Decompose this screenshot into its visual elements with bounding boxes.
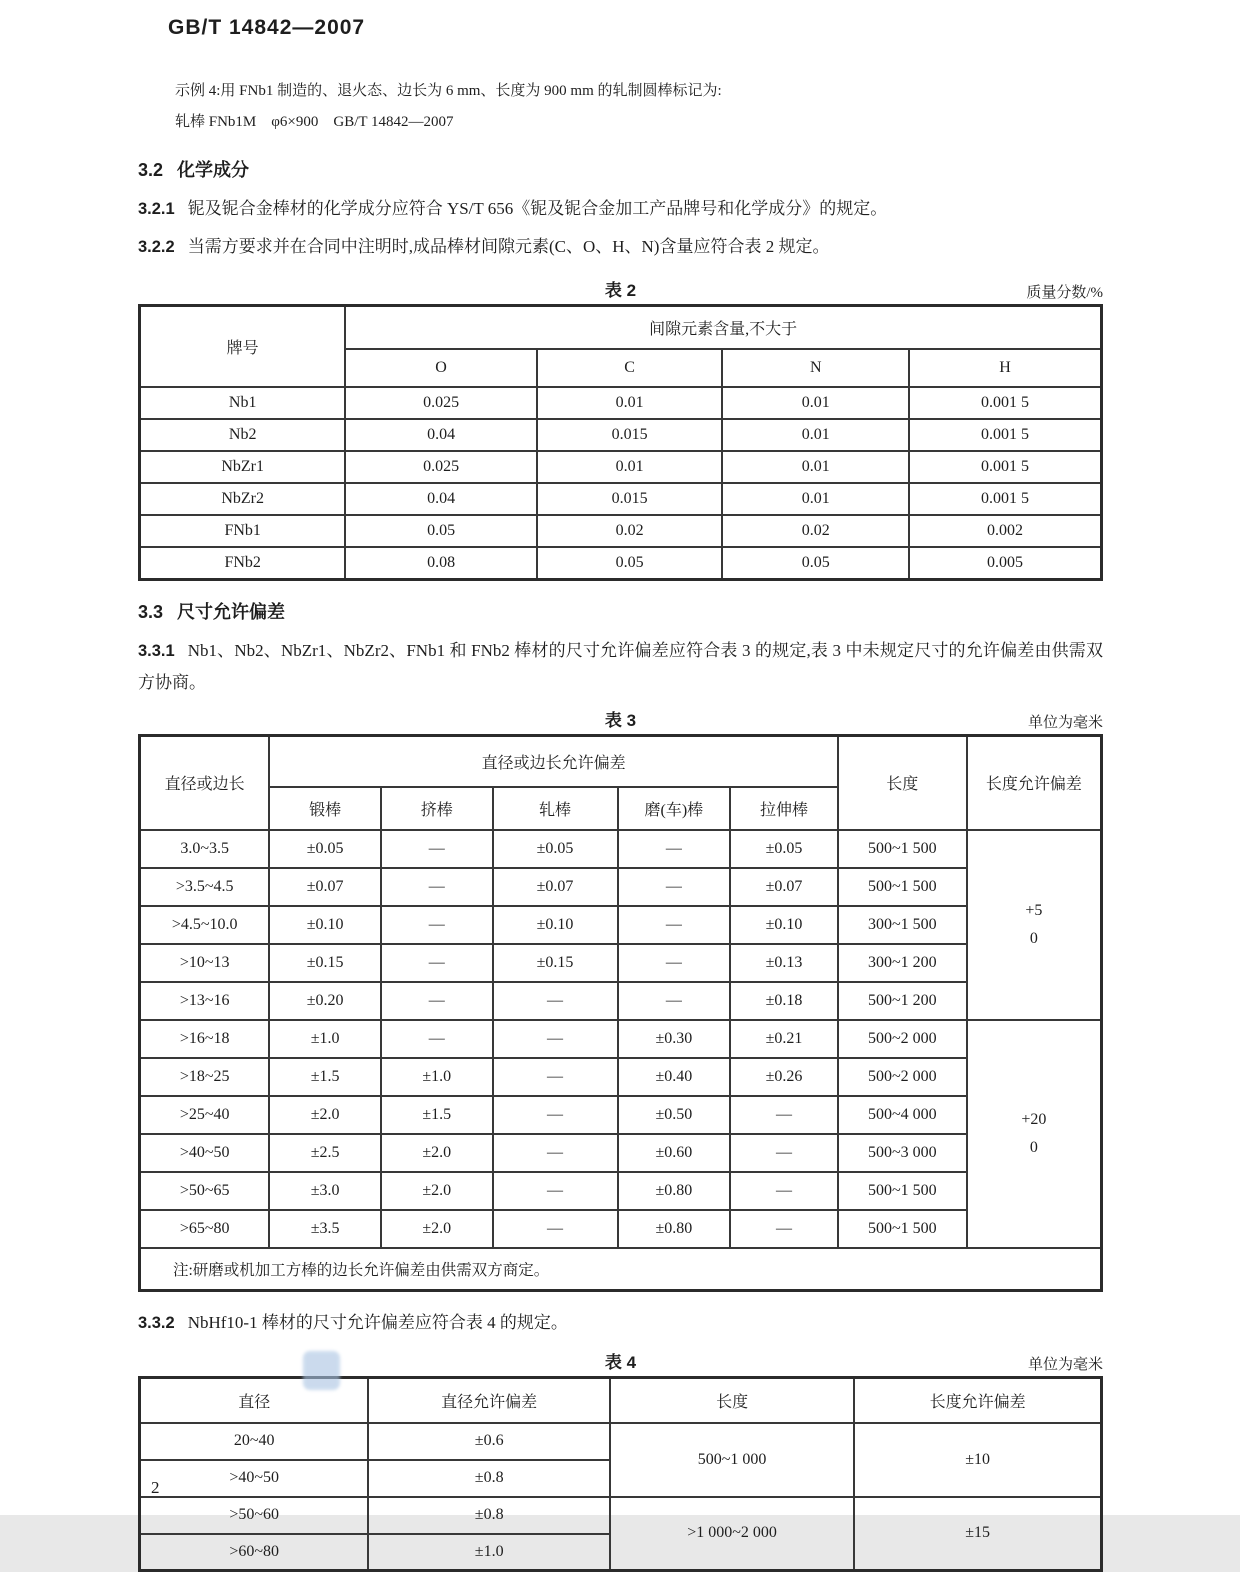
tolerance-cell: — [381,868,493,906]
table3-sub-ground: 磨(车)棒 [618,787,731,830]
tolerance-cell: ±0.60 [618,1134,731,1172]
tolerance-cell: ±0.13 [730,944,838,982]
length-tolerance-cell: ±15 [854,1497,1101,1571]
diameter-tolerance-cell: ±0.8 [368,1497,609,1534]
tolerance-cell: ±0.50 [618,1096,731,1134]
tolerance-cell: ±0.10 [269,906,381,944]
tolerance-cell: — [381,830,493,868]
brand-cell: Nb2 [140,419,346,451]
size-cell: >3.5~4.5 [140,868,270,906]
length-cell: 500~1 500 [838,830,967,868]
table2-col-C: C [537,349,723,387]
table4-row [140,1423,1102,1460]
table4-header-row [140,1377,1102,1423]
tolerance-cell: ±3.0 [269,1172,381,1210]
tolerance-cell: ±0.15 [269,944,381,982]
example-line-1: 示例 4:用 FNb1 制造的、退火态、边长为 6 mm、长度为 900 mm 的轧制圆棒标记为: [175,76,1103,107]
tolerance-cell: — [618,830,731,868]
length-cell: 500~2 000 [838,1020,967,1058]
table3-sub-forged: 锻棒 [269,787,381,830]
size-cell: >18~25 [140,1058,270,1096]
tolerance-cell: ±2.0 [381,1134,493,1172]
value-cell: 0.02 [537,515,723,547]
table2-group-header: 间隙元素含量,不大于 [345,306,1101,350]
tolerance-cell: — [493,1020,618,1058]
table2-body [140,387,1102,579]
length-cell: 500~1 500 [838,1210,967,1248]
tolerance-lower: 0 [970,925,1098,953]
clause-number: 3.3.1 [138,642,175,660]
tolerance-cell: ±2.5 [269,1134,381,1172]
size-cell: >50~65 [140,1172,270,1210]
table3-row [140,944,1102,982]
value-cell: 0.001 5 [909,451,1101,483]
tolerance-cell: ±0.07 [493,868,618,906]
table3-sub-rolled: 轧棒 [493,787,618,830]
table4-caption-row [138,1348,1103,1376]
value-cell: 0.002 [909,515,1101,547]
tolerance-cell: — [381,1020,493,1058]
example-block [175,76,1103,138]
tolerance-cell: — [618,906,731,944]
table4-col-length-tol: 长度允许偏差 [854,1377,1101,1423]
brand-cell: FNb2 [140,547,346,579]
value-cell: 0.015 [537,419,723,451]
table2-unit-label: 质量分数/% [1026,281,1103,302]
tolerance-cell: — [493,1134,618,1172]
clause-3-2-1 [138,193,1103,225]
scan-artifact-blue-smudge [303,1351,340,1390]
length-tolerance-group-cell [967,830,1102,1020]
value-cell: 0.025 [345,387,536,419]
table3-row [140,1134,1102,1172]
clause-title: 化学成分 [177,160,249,180]
diameter-cell: >50~60 [140,1497,369,1534]
table4-col-length: 长度 [610,1377,854,1423]
table3-note-row [140,1248,1102,1291]
clause-text: Nb1、Nb2、NbZr1、NbZr2、FNb1 和 FNb2 棒材的尺寸允许偏差应符合表 3 的规定,表 3 中未规定尺寸的允许偏差由供需双方协商。 [138,641,1103,692]
table4-caption: 表 4 [605,1348,636,1373]
table4-col-diameter-tol: 直径允许偏差 [368,1377,609,1423]
clause-text: 当需方要求并在合同中注明时,成品棒材间隙元素(C、O、H、N)含量应符合表 2 规定。 [188,237,830,256]
tolerance-cell: — [381,906,493,944]
clause-text: NbHf10-1 棒材的尺寸允许偏差应符合表 4 的规定。 [188,1313,568,1332]
size-cell: >40~50 [140,1134,270,1172]
table4 [138,1376,1103,1572]
size-cell: >25~40 [140,1096,270,1134]
clause-3-2-heading [138,156,1103,182]
tolerance-cell: ±2.0 [381,1172,493,1210]
tolerance-cell: ±0.10 [493,906,618,944]
tolerance-cell: ±0.07 [269,868,381,906]
tolerance-cell: ±0.05 [269,830,381,868]
tolerance-cell: ±0.05 [730,830,838,868]
tolerance-upper: +20 [970,1106,1098,1134]
clause-3-3-1 [138,635,1103,698]
value-cell: 0.04 [345,419,536,451]
tolerance-cell: — [493,1210,618,1248]
clause-number: 3.2 [138,160,163,180]
tolerance-cell: — [618,944,731,982]
diameter-cell: >60~80 [140,1534,369,1571]
tolerance-cell: ±0.80 [618,1172,731,1210]
page-number: 2 [151,1478,160,1498]
tolerance-cell: ±1.5 [381,1096,493,1134]
table3-row [140,1058,1102,1096]
size-cell: 3.0~3.5 [140,830,270,868]
value-cell: 0.02 [722,515,909,547]
tolerance-cell: ±0.10 [730,906,838,944]
table3-sub-drawn: 拉伸棒 [730,787,838,830]
value-cell: 0.01 [537,451,723,483]
length-tolerance-cell: ±10 [854,1423,1101,1497]
table4-unit-label: 单位为毫米 [1028,1353,1103,1374]
clause-3-3-heading [138,598,1103,624]
brand-cell: NbZr2 [140,483,346,515]
table4-col-diameter: 直径 [140,1377,369,1423]
tolerance-cell: — [493,1172,618,1210]
table3-header-row-1 [140,735,1102,787]
value-cell: 0.05 [722,547,909,579]
tolerance-cell: — [730,1134,838,1172]
tolerance-cell: — [618,868,731,906]
value-cell: 0.05 [537,547,723,579]
tolerance-cell: — [493,1058,618,1096]
example-line-2: 轧棒 FNb1M φ6×900 GB/T 14842—2007 [175,107,1103,138]
length-cell: 500~1 500 [838,868,967,906]
value-cell: 0.001 5 [909,483,1101,515]
table3-sub-extruded: 挤棒 [381,787,493,830]
value-cell: 0.015 [537,483,723,515]
length-cell: 500~1 500 [838,1172,967,1210]
table3-col-length: 长度 [838,735,967,830]
tolerance-cell: ±2.0 [269,1096,381,1134]
table2-row [140,483,1102,515]
tolerance-cell: ±2.0 [381,1210,493,1248]
table2-row [140,515,1102,547]
size-cell: >4.5~10.0 [140,906,270,944]
tolerance-cell: ±0.26 [730,1058,838,1096]
tolerance-cell: ±0.30 [618,1020,731,1058]
length-tolerance-group-cell [967,1020,1102,1248]
tolerance-cell: — [730,1210,838,1248]
value-cell: 0.01 [537,387,723,419]
value-cell: 0.01 [722,483,909,515]
value-cell: 0.025 [345,451,536,483]
diameter-cell: >40~50 [140,1460,369,1497]
length-group-cell: >1 000~2 000 [610,1497,854,1571]
clause-text: 铌及铌合金棒材的化学成分应符合 YS/T 656《铌及铌合金加工产品牌号和化学成分》的规定。 [188,199,888,218]
clause-3-3-2 [138,1307,1103,1339]
clause-number: 3.2.1 [138,200,175,218]
table3 [138,734,1103,1292]
clause-3-2-2 [138,231,1103,263]
brand-cell: Nb1 [140,387,346,419]
tolerance-cell: — [381,944,493,982]
size-cell: >10~13 [140,944,270,982]
table2-caption-row [138,276,1103,304]
brand-cell: NbZr1 [140,451,346,483]
tolerance-cell: ±1.5 [269,1058,381,1096]
diameter-tolerance-cell: ±0.8 [368,1460,609,1497]
table2-row [140,387,1102,419]
table3-row [140,982,1102,1020]
table3-caption: 表 3 [605,706,636,731]
value-cell: 0.001 5 [909,419,1101,451]
table3-row [140,868,1102,906]
tolerance-cell: ±0.21 [730,1020,838,1058]
diameter-tolerance-cell: ±0.6 [368,1423,609,1460]
table2-col-O: O [345,349,536,387]
tolerance-lower: 0 [970,1134,1098,1162]
table2-row [140,547,1102,579]
table3-col-size: 直径或边长 [140,735,270,830]
table3-row [140,906,1102,944]
tolerance-cell: ±1.0 [381,1058,493,1096]
length-cell: 500~1 200 [838,982,967,1020]
table-note-cell: 注:研磨或机加工方棒的边长允许偏差由供需双方商定。 [140,1248,1102,1291]
diameter-cell: 20~40 [140,1423,369,1460]
tolerance-upper: +5 [970,897,1098,925]
diameter-tolerance-cell: ±1.0 [368,1534,609,1571]
value-cell: 0.04 [345,483,536,515]
tolerance-cell: ±0.05 [493,830,618,868]
length-cell: 300~1 500 [838,906,967,944]
table2-col-brand: 牌号 [140,306,346,388]
value-cell: 0.08 [345,547,536,579]
table3-unit-label: 单位为毫米 [1028,711,1103,732]
table2-col-H: H [909,349,1101,387]
table3-row [140,830,1102,868]
clause-number: 3.3 [138,602,163,622]
table3-body [140,830,1102,1291]
table2-col-N: N [722,349,909,387]
tolerance-cell: — [618,982,731,1020]
value-cell: 0.05 [345,515,536,547]
tolerance-cell: ±1.0 [269,1020,381,1058]
tolerance-cell: ±0.20 [269,982,381,1020]
length-group-cell: 500~1 000 [610,1423,854,1497]
value-cell: 0.001 5 [909,387,1101,419]
table3-group-header: 直径或边长允许偏差 [269,735,837,787]
length-cell: 500~2 000 [838,1058,967,1096]
length-cell: 500~4 000 [838,1096,967,1134]
table4-body [140,1423,1102,1571]
table3-row [140,1020,1102,1058]
table3-row [140,1172,1102,1210]
table2-caption: 表 2 [605,276,636,301]
tolerance-cell: ±0.07 [730,868,838,906]
tolerance-cell: — [493,982,618,1020]
value-cell: 0.005 [909,547,1101,579]
table3-row [140,1210,1102,1248]
clause-title: 尺寸允许偏差 [177,602,285,622]
tolerance-cell: — [730,1096,838,1134]
length-cell: 500~3 000 [838,1134,967,1172]
tolerance-cell: ±0.40 [618,1058,731,1096]
table2-header-row-1 [140,306,1102,350]
size-cell: >65~80 [140,1210,270,1248]
standard-code: GB/T 14842—2007 [168,16,1103,40]
tolerance-cell: — [493,1096,618,1134]
table4-row [140,1497,1102,1534]
tolerance-cell: — [381,982,493,1020]
tolerance-cell: ±0.18 [730,982,838,1020]
table3-caption-row [138,706,1103,734]
tolerance-cell: ±3.5 [269,1210,381,1248]
length-cell: 300~1 200 [838,944,967,982]
value-cell: 0.01 [722,387,909,419]
table3-row [140,1096,1102,1134]
tolerance-cell: — [730,1172,838,1210]
size-cell: >13~16 [140,982,270,1020]
table2-row [140,451,1102,483]
tolerance-cell: ±0.80 [618,1210,731,1248]
table3-col-length-tol: 长度允许偏差 [967,735,1102,830]
value-cell: 0.01 [722,451,909,483]
size-cell: >16~18 [140,1020,270,1058]
table2-row [140,419,1102,451]
brand-cell: FNb1 [140,515,346,547]
clause-number: 3.2.2 [138,238,175,256]
table2 [138,304,1103,581]
tolerance-cell: ±0.15 [493,944,618,982]
value-cell: 0.01 [722,419,909,451]
clause-number: 3.3.2 [138,1314,175,1332]
